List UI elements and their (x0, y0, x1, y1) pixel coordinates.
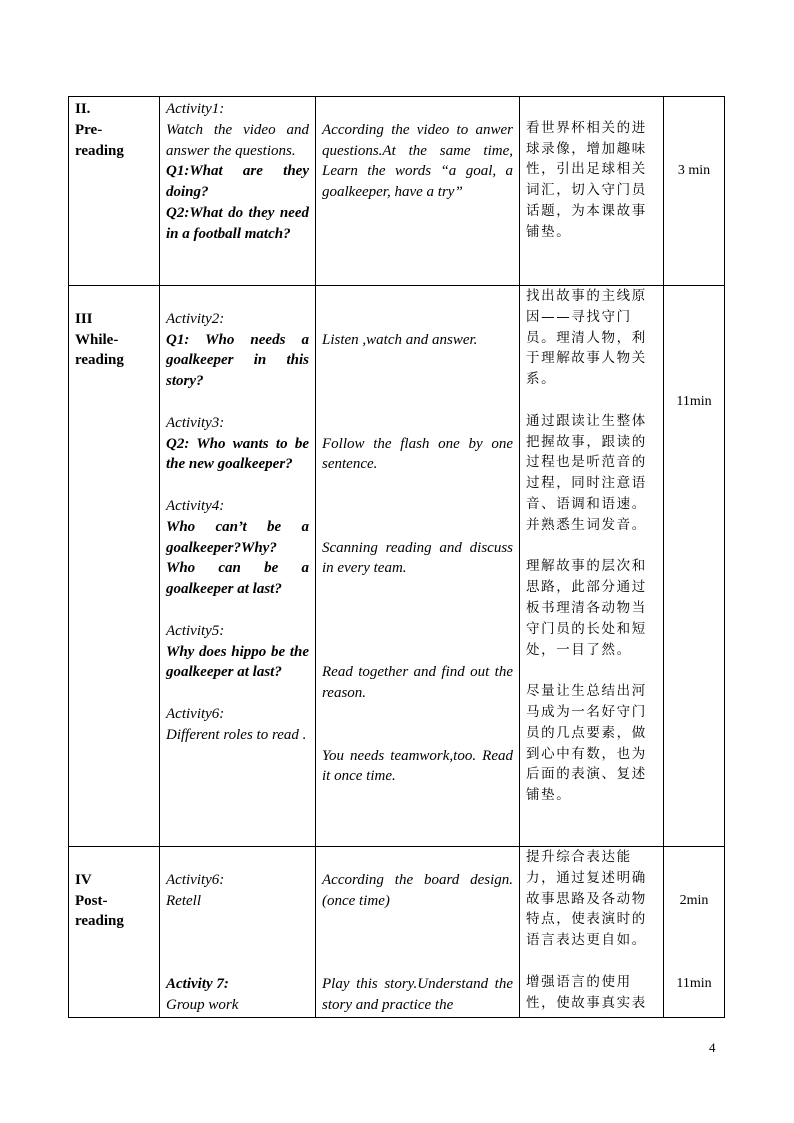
student-activity-cell (316, 847, 520, 1018)
table-row-while-reading (69, 286, 725, 847)
student-activity-text: You needs teamwork,too. Read it once time. (322, 747, 513, 785)
time-value: 3 min (677, 163, 711, 179)
stage-label: reading (75, 352, 124, 369)
student-activity-text: Listen ,watch and answer. (322, 331, 478, 348)
activity-question: Who can be a goalkeeper at last? (166, 560, 309, 598)
stage-number: IV (75, 871, 92, 888)
stage-cell (69, 97, 160, 286)
page-number: 4 (709, 1040, 716, 1055)
activity-title: Activity1: (166, 101, 225, 117)
purpose-text: 通过跟读让生整体把握故事，跟读的过程也是听范音的过程，同时注意语音、语调和语速。并熟悉生词发音。 (526, 412, 647, 533)
activity-text: Different roles to read . (166, 726, 307, 743)
time-value: 2min (679, 892, 709, 908)
table-row-post-reading (69, 847, 725, 1018)
activity-cell (160, 97, 316, 286)
purpose-cell (520, 847, 664, 1018)
stage-cell (69, 286, 160, 847)
student-activity-text: Follow the flash one by one sentence. (322, 435, 513, 473)
purpose-text: 找出故事的主线原因——寻找守门员。理清人物，利于理解故事人物关系。 (526, 288, 647, 388)
activity-question: Q2:What do they need in a football match? (166, 204, 309, 242)
stage-label: reading (75, 913, 124, 930)
lesson-plan-table (68, 96, 725, 1018)
activity-text: Watch the video and answer the questions. (166, 121, 309, 159)
activity-question: Q2: Who wants to be the new goalkeeper? (166, 435, 309, 473)
activity-question: Q1:What are they doing? (166, 163, 309, 201)
activity-title: Activity4: (166, 497, 225, 514)
activity-title: Activity 7: (166, 975, 229, 992)
stage-label: reading (75, 142, 124, 159)
purpose-cell (520, 286, 664, 847)
activity-title: Activity3: (166, 414, 225, 431)
activity-text: Retell (166, 892, 201, 909)
stage-label: Pre- (75, 121, 103, 138)
activity-title: Activity5: (166, 622, 225, 639)
time-cell (664, 286, 725, 847)
purpose-text: 理解故事的层次和思路，此部分通过板书理清各动物当守门员的长处和短处，一目了然。 (526, 558, 647, 658)
activity-cell (160, 847, 316, 1018)
time-value: 11min (676, 393, 712, 409)
student-activity-text: Scanning reading and discuss in every team. (322, 539, 513, 577)
student-activity-text: According the board design.(once time) (322, 871, 513, 909)
time-value: 11min (676, 975, 712, 991)
purpose-text: 增强语言的使用性，使故事真实表 (526, 973, 647, 1011)
activity-cell (160, 286, 316, 847)
stage-cell (69, 847, 160, 1018)
activity-title: Activity6: (166, 705, 225, 722)
time-cell (664, 97, 725, 286)
purpose-text: 看世界杯相关的进球录像，增加趣味性，引出足球相关词汇，切入守门员话题，为本课故事铺垫。 (526, 119, 647, 240)
stage-label: While- (75, 331, 119, 348)
table-row-pre-reading (69, 97, 725, 286)
student-activity-text: According the video to anwer questions.At the same time, Learn the words “a goal, a goalkeeper, have a try” (322, 121, 513, 201)
purpose-cell (520, 97, 664, 286)
purpose-text: 尽量让生总结出河马成为一名好守门员的几点要素，做到心中有数，也为后面的表演、复述铺垫。 (526, 683, 647, 804)
activity-title: Activity6: (166, 871, 225, 888)
activity-text: Group work (166, 996, 239, 1013)
student-activity-text: Read together and find out the reason. (322, 664, 513, 702)
activity-question: Q1: Who needs a goalkeeper in this story? (166, 331, 309, 390)
student-activity-cell (316, 286, 520, 847)
time-cell (664, 847, 725, 1018)
stage-number: II. (75, 101, 91, 117)
purpose-text: 提升综合表达能力，通过复述明确故事思路及各动物特点，使表演时的语言表达更自如。 (526, 849, 647, 949)
student-activity-cell (316, 97, 520, 286)
stage-number: III (75, 310, 93, 327)
activity-question: Why does hippo be the goalkeeper at last? (166, 643, 309, 681)
stage-label: Post- (75, 892, 108, 909)
activity-question: Who can’t be a goalkeeper?Why? (166, 518, 309, 556)
student-activity-text: Play this story.Understand the story and practice the (322, 975, 513, 1013)
activity-title: Activity2: (166, 310, 225, 327)
